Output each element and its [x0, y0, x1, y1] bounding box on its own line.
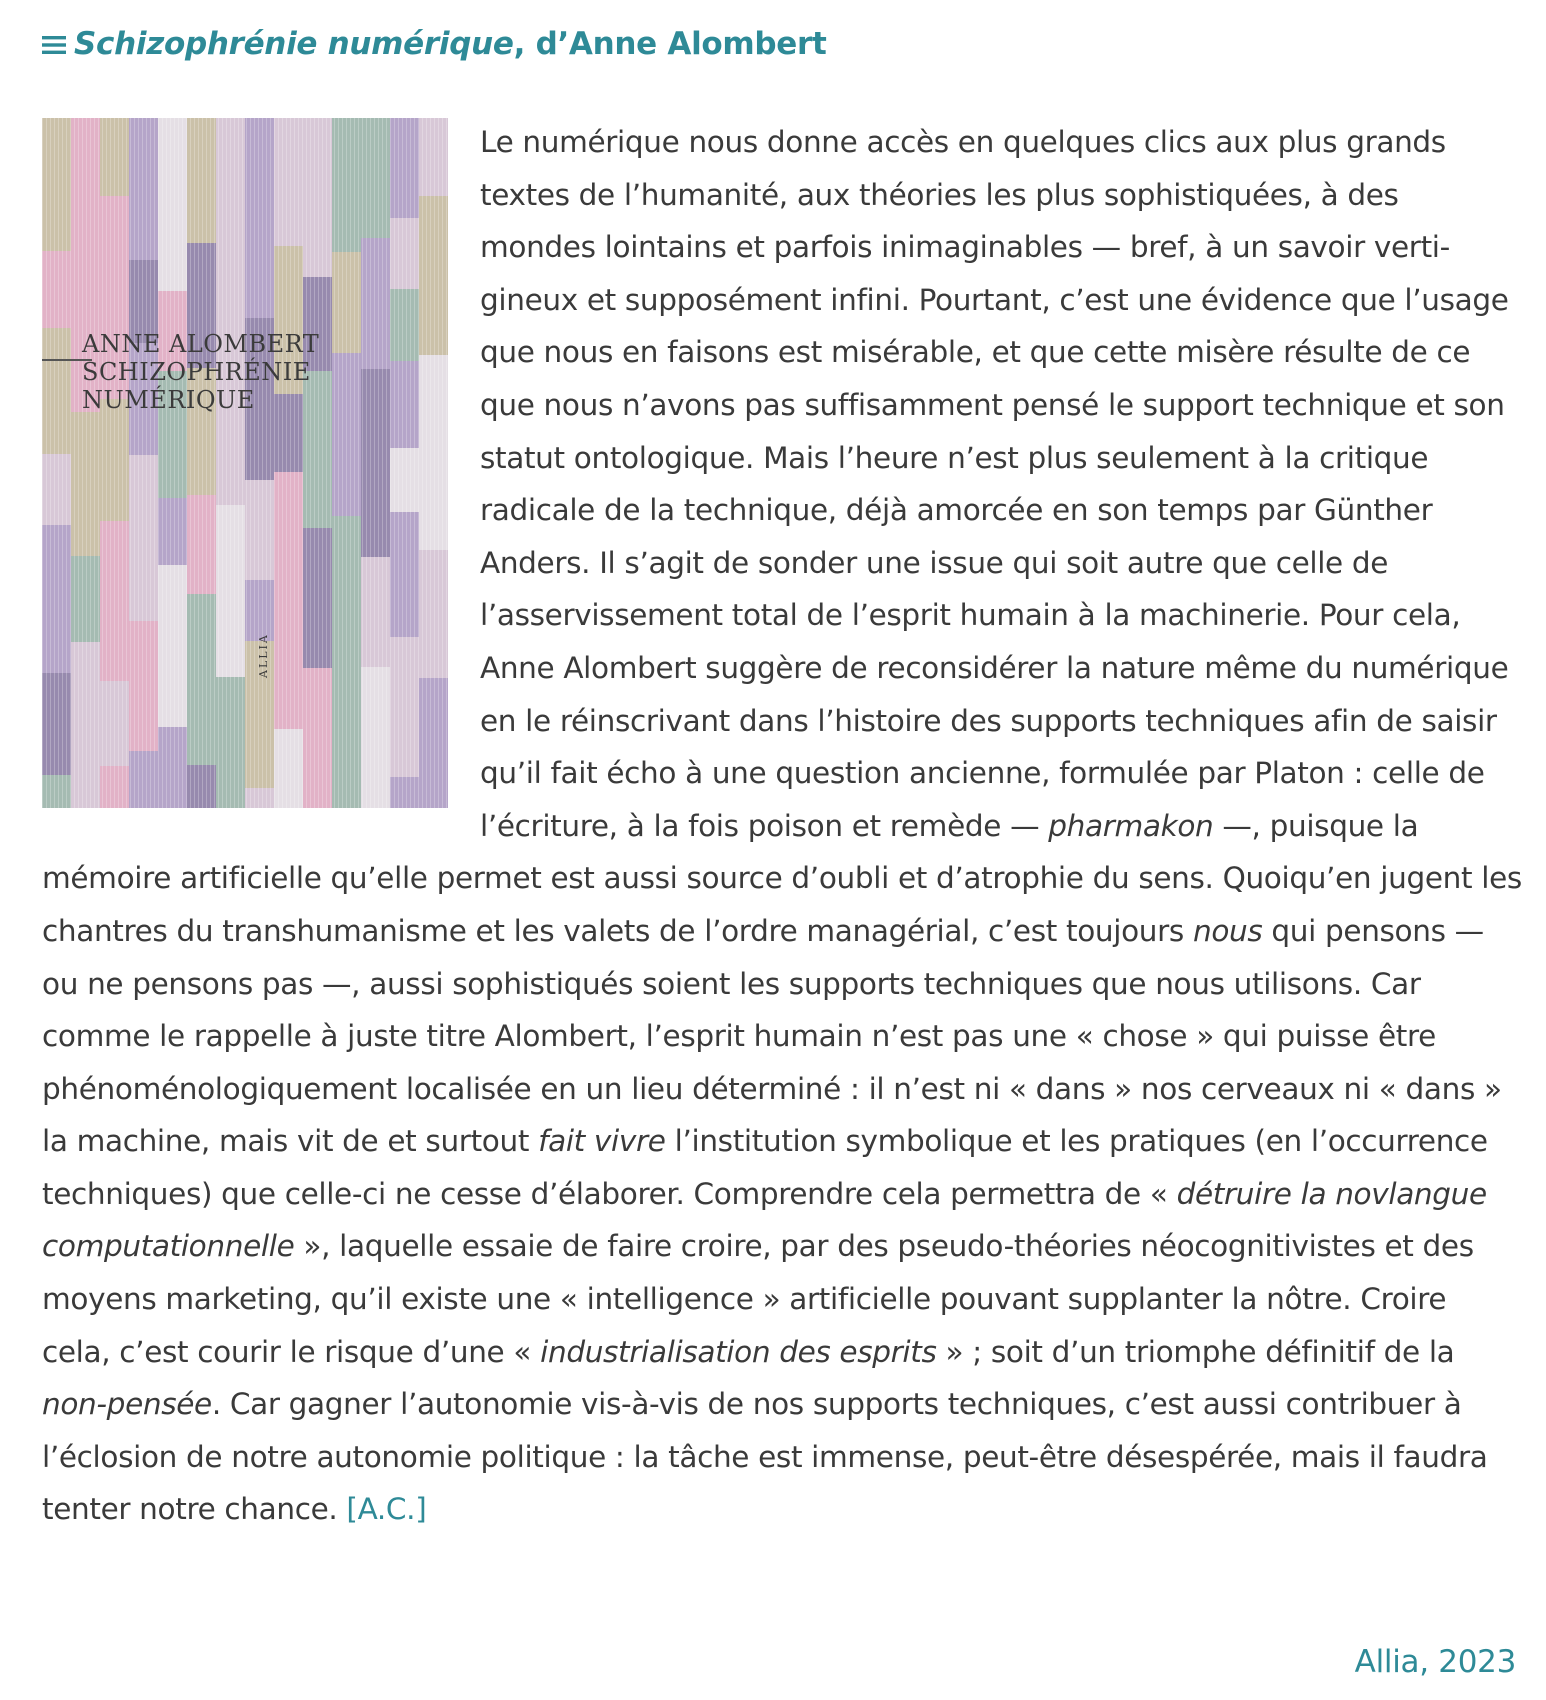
- review-emphasis: non-pensée: [42, 1387, 212, 1422]
- cover-pattern: [42, 118, 448, 808]
- review-paragraph-part: . Car gagner l’autonomie vis-à-vis de nos supports techniques, c’est aussi contribuer à l’éclosion de notre autonomie politique : la tâche est immense, peut-être désespérée, mais il faudra tenter notre chance.: [42, 1387, 1488, 1527]
- review-paragraph-part: Le numérique nous donne accès en quelques clics aux plus grands textes de l’humanité, aux théories les plus sophistiquées, à des mondes lointains et parfois inimaginables — bref, à un savoir vertigineux et supposément infini. Pourtant, c’est une évidence que l’usage que nous en faisons est misérable, et que cette misère résulte de ce que nous n’avons pas suffisamment pensé le support technique et son statut ontologique. Mais l’heure n’est plus seulement à la critique radicale de la technique, déjà amorcée en son temps par Günther Anders. Il s’agit de sonder une issue qui soit autre que celle de l’asservissement total de l’esprit humain à la machinerie. Pour cela, Anne Alombert suggère de reconsidérer la nature même du numérique en le réinscrivant dans l’histoire des supports techniques afin de saisir qu’il fait écho à une question ancienne, formulée par Platon : celle de l’écriture, à la fois poison et remède —: [480, 125, 1509, 843]
- review-emphasis: nous: [1192, 913, 1263, 948]
- review-emphasis: industrialisation des esprits: [540, 1334, 937, 1369]
- review-paragraph-part: qui pensons — ou ne pensons pas —, aussi sophistiqués soient les supports techniques que nous utilisons. Car comme le rappelle à juste titre Alombert, l’esprit humain n’est pas une « chose » qui puisse être phénoménologiquement localisée en un lieu déterminé : il n’est ni « dans » nos cerveaux ni « dans » la machine, mais vit de et surtout: [42, 913, 1502, 1159]
- review-emphasis: fait vivre: [538, 1124, 666, 1159]
- review-heading: [42, 26, 827, 64]
- review-paragraph-part: », laquelle essaie de faire croire, par des pseudo-théories néocognitivistes et des moyens marketing, qu’il existe une « intelligence » artificielle pouvant supplanter la nôtre. Croire cela, c’est courir le risque d’une «: [42, 1229, 1474, 1369]
- book-title: Schizophrénie numérique: [74, 26, 514, 62]
- review-paragraph-part: » ; soit d’un triomphe définitif de la: [936, 1334, 1455, 1369]
- review-paragraph-part: —, puisque la mémoire artificielle qu’elle permet est aussi source d’oubli et d’atrophie du sens. Quoiqu’en jugent les chantres du transhumanisme et les valets de l’ordre managérial, c’est toujours: [42, 808, 1522, 948]
- cover-title: SCHIZOPHRÉNIE NUMÉRIQUE: [82, 358, 311, 414]
- review-emphasis: pharmakon: [1048, 808, 1214, 843]
- cover-publisher: ALLIA: [257, 633, 270, 678]
- review-text: [42, 116, 1522, 1536]
- book-author-line: , d’Anne Alombert: [513, 26, 827, 62]
- review-emphasis: détruire la novlangue computationnelle: [42, 1176, 1487, 1264]
- cover-author: ANNE ALOMBERT: [82, 330, 320, 358]
- reviewer-signature-link[interactable]: [A.C.]: [346, 1492, 427, 1527]
- book-cover-image: [42, 118, 448, 808]
- hamburger-icon[interactable]: [42, 28, 66, 64]
- review-paragraph-part: l’institution symbolique et les pratiques (en l’occurrence techniques) que celle-ci ne cesse d’élaborer. Comprendre cela permettra de «: [42, 1124, 1488, 1211]
- publisher-year: Allia, 2023: [1354, 1644, 1516, 1680]
